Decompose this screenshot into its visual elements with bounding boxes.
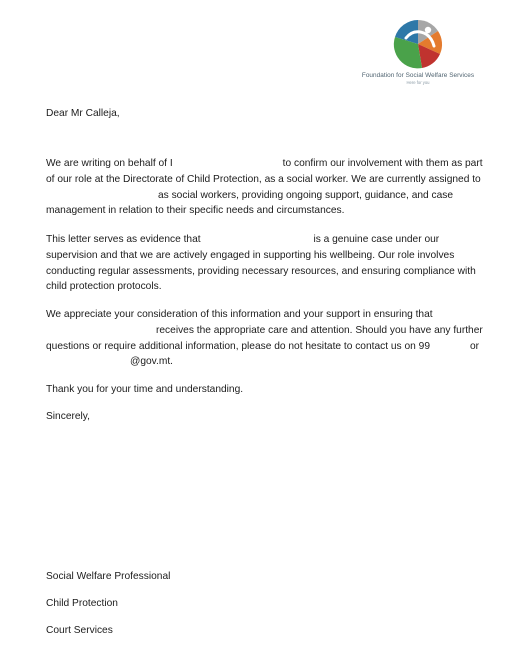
p3-text-b: receives the appropriate care and attention. Should you have any further questions or require additional information, please do not hesitate to contact us on	[46, 324, 483, 352]
paragraph-evidence	[46, 232, 486, 295]
p3-text-a: We appreciate your consideration of this information and your support in ensuring that	[46, 309, 433, 320]
p1-text-b: to confirm our involvement with them as part of our role at the Directorate of Child Protection, as a social worker. We are currently assigned to	[46, 158, 483, 185]
thanks-line: Thank you for your time and understanding.	[46, 384, 244, 395]
paragraph-contact	[46, 307, 486, 370]
org-name: Foundation for Social Welfare Services	[361, 72, 475, 79]
p1-text-a: We are writing on behalf of I	[46, 158, 173, 169]
paragraph-involvement	[46, 156, 486, 219]
signature-service: Court Services	[46, 625, 113, 636]
p3-text-or: or	[470, 340, 480, 352]
p2-text-a: This letter serves as evidence that	[46, 234, 201, 245]
org-tagline: Here for you	[406, 80, 430, 85]
email-domain: @gov.mt.	[130, 356, 173, 368]
salutation: Dear Mr Calleja,	[46, 108, 120, 119]
signature-unit: Child Protection	[46, 598, 118, 609]
signature-title: Social Welfare Professional	[46, 571, 171, 582]
p2-text-b: is a genuine case under our supervision and that we are actively engaged in supporting his wellbeing. Our role involves conducting regular assessments, providing necessary resources, and ensuring compliance with child protection protocols.	[46, 234, 476, 293]
p1-text-c: as social workers, providing ongoing support, guidance, and case management in relation to their specific needs and circumstances.	[46, 189, 454, 217]
logo-head	[425, 27, 431, 33]
fsws-logo	[388, 18, 448, 70]
closing-line: Sincerely,	[46, 411, 90, 422]
phone-prefix: 99	[418, 340, 431, 352]
